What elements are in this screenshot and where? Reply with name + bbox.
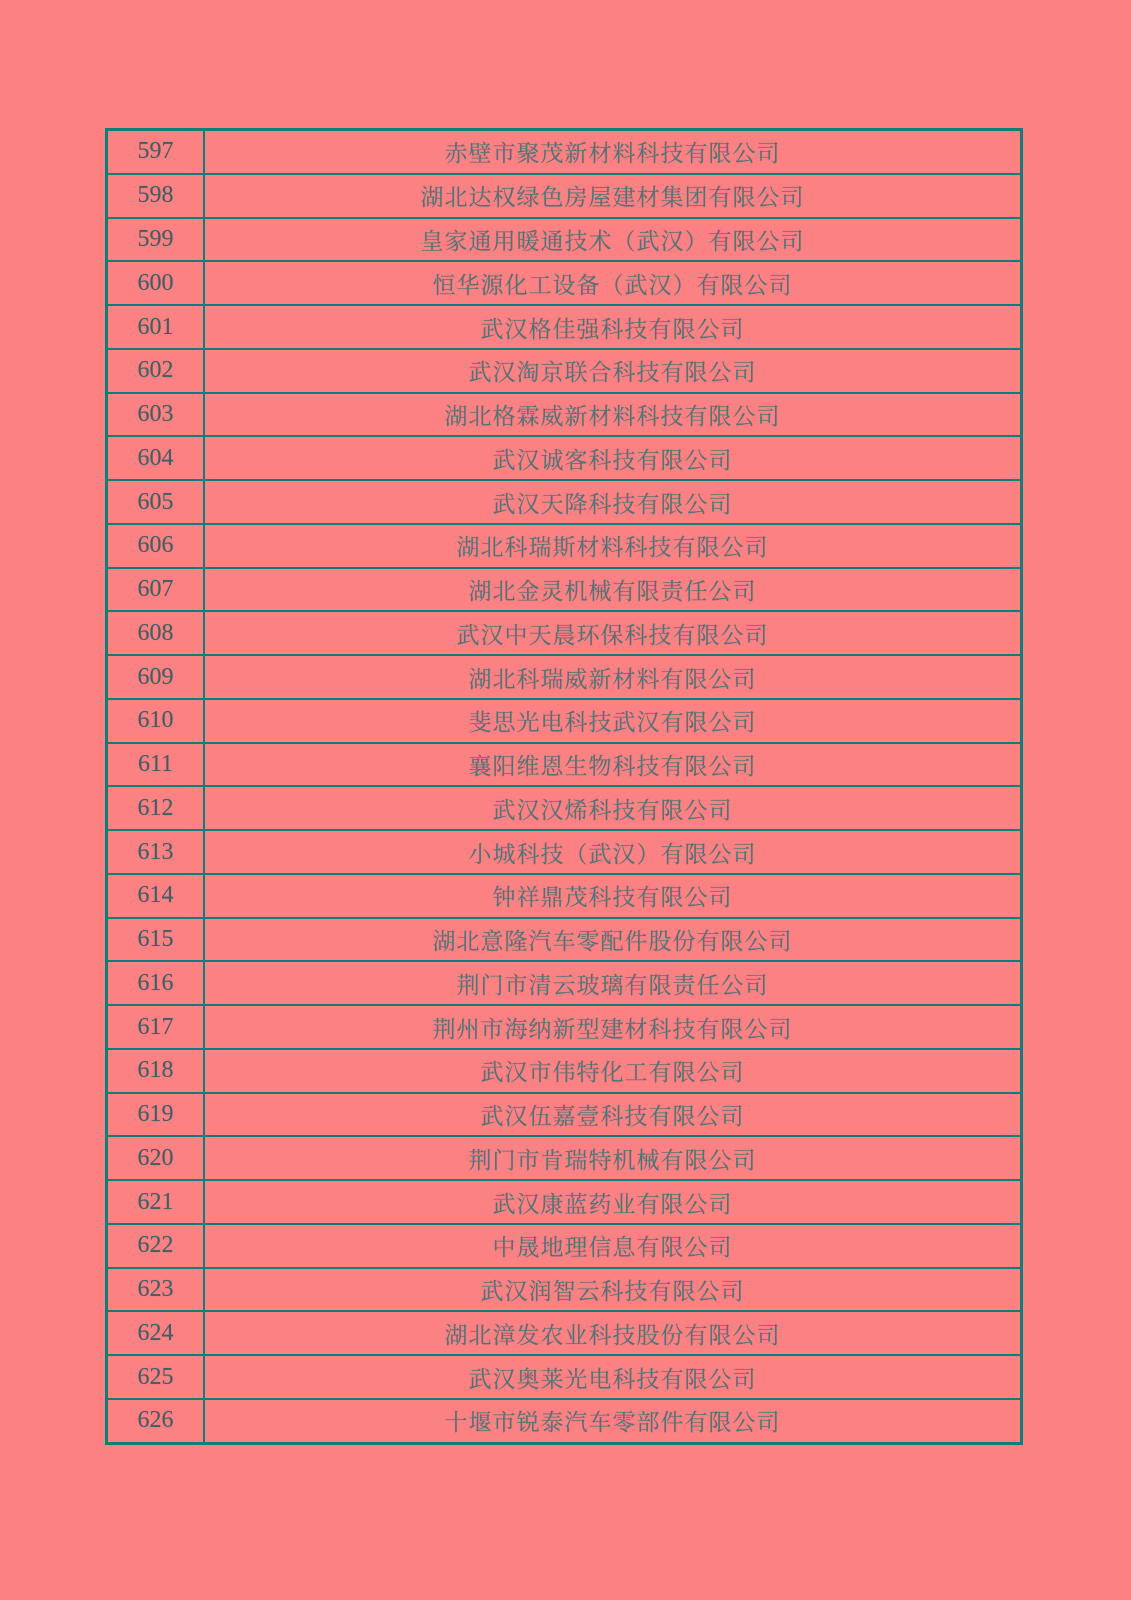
company-name: 湖北科瑞斯材料科技有限公司 [204,524,1022,568]
company-name: 皇家通用暖通技术（武汉）有限公司 [204,218,1022,262]
row-number: 617 [107,1005,205,1049]
table-row [107,1224,1022,1268]
table-row [107,699,1022,743]
row-number: 609 [107,655,205,699]
row-number: 614 [107,874,205,918]
company-name: 荆门市肯瑞特机械有限公司 [204,1136,1022,1180]
table-row [107,436,1022,480]
company-name: 荆州市海纳新型建材科技有限公司 [204,1005,1022,1049]
row-number: 599 [107,218,205,262]
table-row [107,480,1022,524]
row-number: 612 [107,786,205,830]
row-number: 597 [107,130,205,174]
table-row [107,611,1022,655]
table-row [107,874,1022,918]
row-number: 615 [107,918,205,962]
row-number: 601 [107,305,205,349]
table-row [107,786,1022,830]
row-number: 619 [107,1093,205,1137]
company-name: 武汉奥莱光电科技有限公司 [204,1355,1022,1399]
company-name: 斐思光电科技武汉有限公司 [204,699,1022,743]
row-number: 623 [107,1268,205,1312]
table-row [107,393,1022,437]
row-number: 602 [107,349,205,393]
table-row [107,174,1022,218]
company-name: 十堰市锐泰汽车零部件有限公司 [204,1399,1022,1444]
table-row [107,743,1022,787]
table-row [107,1180,1022,1224]
company-name: 湖北漳发农业科技股份有限公司 [204,1311,1022,1355]
row-number: 618 [107,1049,205,1093]
company-name: 武汉润智云科技有限公司 [204,1268,1022,1312]
table-row [107,1311,1022,1355]
row-number: 613 [107,830,205,874]
row-number: 621 [107,1180,205,1224]
table-row [107,1355,1022,1399]
table-row [107,1005,1022,1049]
company-list-table [105,128,1023,1445]
row-number: 622 [107,1224,205,1268]
table-row [107,1049,1022,1093]
table-row [107,918,1022,962]
row-number: 604 [107,436,205,480]
company-name: 武汉天降科技有限公司 [204,480,1022,524]
company-name: 荆门市清云玻璃有限责任公司 [204,961,1022,1005]
company-name: 恒华源化工设备（武汉）有限公司 [204,261,1022,305]
row-number: 616 [107,961,205,1005]
row-number: 608 [107,611,205,655]
table-row [107,961,1022,1005]
row-number: 610 [107,699,205,743]
company-name: 武汉中天晨环保科技有限公司 [204,611,1022,655]
company-name: 湖北意隆汽车零配件股份有限公司 [204,918,1022,962]
row-number: 611 [107,743,205,787]
row-number: 606 [107,524,205,568]
company-name: 湖北科瑞威新材料有限公司 [204,655,1022,699]
table-row [107,130,1022,174]
row-number: 626 [107,1399,205,1444]
table-row [107,1093,1022,1137]
company-name: 武汉汉烯科技有限公司 [204,786,1022,830]
row-number: 598 [107,174,205,218]
table-row [107,261,1022,305]
table-row [107,655,1022,699]
company-name: 武汉诚客科技有限公司 [204,436,1022,480]
company-name: 武汉格佳强科技有限公司 [204,305,1022,349]
company-name: 武汉市伟特化工有限公司 [204,1049,1022,1093]
company-name: 襄阳维恩生物科技有限公司 [204,743,1022,787]
table-row [107,568,1022,612]
table-row [107,305,1022,349]
company-name: 钟祥鼎茂科技有限公司 [204,874,1022,918]
company-name: 湖北金灵机械有限责任公司 [204,568,1022,612]
row-number: 620 [107,1136,205,1180]
table-row [107,1136,1022,1180]
company-name: 武汉康蓝药业有限公司 [204,1180,1022,1224]
company-name: 湖北格霖威新材料科技有限公司 [204,393,1022,437]
company-name: 武汉伍嘉壹科技有限公司 [204,1093,1022,1137]
company-table-body [107,130,1022,1444]
table-row [107,1399,1022,1444]
table-row [107,349,1022,393]
company-name: 中晟地理信息有限公司 [204,1224,1022,1268]
table-row [107,830,1022,874]
company-name: 武汉淘京联合科技有限公司 [204,349,1022,393]
table-row [107,218,1022,262]
company-name: 赤壁市聚茂新材料科技有限公司 [204,130,1022,174]
company-name: 湖北达权绿色房屋建材集团有限公司 [204,174,1022,218]
row-number: 624 [107,1311,205,1355]
row-number: 625 [107,1355,205,1399]
table-row [107,524,1022,568]
row-number: 605 [107,480,205,524]
company-name: 小城科技（武汉）有限公司 [204,830,1022,874]
row-number: 603 [107,393,205,437]
row-number: 607 [107,568,205,612]
table-row [107,1268,1022,1312]
row-number: 600 [107,261,205,305]
